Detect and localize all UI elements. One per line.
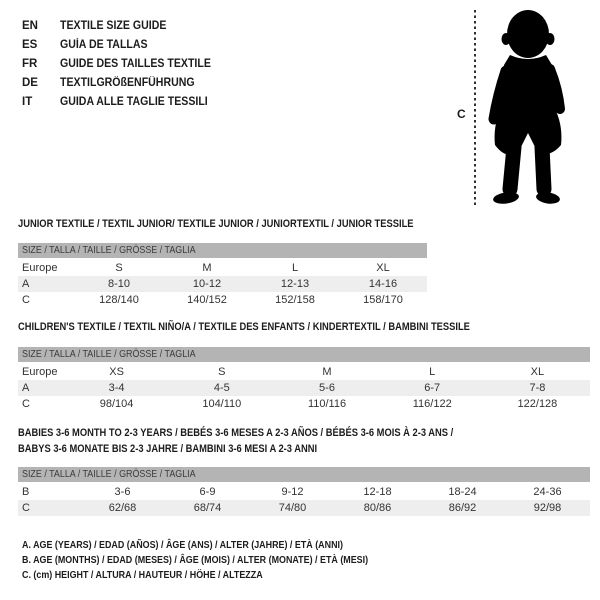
table-cell: 68/74	[193, 502, 222, 514]
table-cell: 80/86	[363, 502, 392, 514]
legend-line-b: B. AGE (MONTHS) / EDAD (MESES) / ÂGE (MOIS) / ALTER (MONATE) / ETÀ (MESI)	[22, 554, 369, 566]
table-cell: 128/140	[99, 294, 139, 306]
table-cell: 98/104	[99, 398, 134, 410]
table-row	[18, 380, 590, 396]
table-cell: 6-7	[424, 382, 441, 394]
table-cell: 86/92	[448, 502, 477, 514]
size-header-bar	[18, 243, 427, 258]
height-measure-label: C	[457, 107, 466, 121]
babies-table-title: BABIES 3-6 MONTH TO 2-3 YEARS / BEBÉS 3-6 MESES A 2-3 AÑOS / BÉBÉS 3-6 MOIS À 2-3 ANS / BABYS 3-6 MONATE BIS 2-3 JAHRE / BAMBINI 3-6 MESI A 2-3 ANNI	[18, 427, 454, 455]
language-code: EN	[22, 19, 38, 32]
table-cell: 12-13	[280, 278, 310, 290]
table-cell: 5-6	[319, 382, 335, 394]
table-cell: 92/98	[533, 502, 562, 514]
row-label: C	[22, 398, 30, 410]
table-cell: 8-10	[107, 278, 131, 290]
children-size-table	[18, 347, 590, 412]
language-row-en	[22, 16, 224, 35]
legend-line-c: C. (cm) HEIGHT / ALTURA / HAUTEUR / HÖHE / ALTEZZA	[22, 569, 263, 581]
size-header-text: SIZE / TALLA / TAILLE / GRÖSSE / TAGLIA	[22, 348, 196, 360]
junior-size-table	[18, 243, 427, 308]
table-row	[18, 364, 590, 380]
size-header-text: SIZE / TALLA / TAILLE / GRÖSSE / TAGLIA	[22, 244, 196, 256]
language-row-es	[22, 35, 224, 54]
table-cell: 3-4	[108, 382, 125, 394]
height-measure-dotted-line	[474, 10, 476, 207]
table-row	[18, 396, 590, 412]
language-row-de	[22, 73, 224, 92]
size-header-bar	[18, 347, 590, 362]
table-cell: 140/152	[187, 294, 227, 306]
table-row	[18, 500, 590, 516]
table-cell: 18-24	[448, 486, 477, 498]
table-cell: 62/68	[108, 502, 137, 514]
table-cell: 116/122	[412, 398, 452, 410]
language-code: ES	[22, 38, 38, 51]
table-row	[18, 292, 427, 308]
language-title: GUIDA ALLE TAGLIE TESSILI	[60, 95, 208, 108]
table-cell: L	[429, 366, 436, 378]
table-row	[18, 484, 590, 500]
table-cell: 122/128	[517, 398, 558, 410]
language-code: DE	[22, 76, 38, 89]
row-label: Europe	[22, 366, 58, 378]
table-cell: L	[291, 262, 299, 274]
table-cell: 152/158	[275, 294, 315, 306]
table-cell: 110/116	[307, 398, 347, 410]
table-row	[18, 260, 427, 276]
size-header-text: SIZE / TALLA / TAILLE / GRÖSSE / TAGLIA	[22, 468, 196, 480]
table-cell: M	[322, 366, 332, 378]
row-label: Europe	[22, 262, 58, 274]
legend	[22, 538, 429, 583]
table-cell: XS	[109, 366, 124, 378]
table-cell: 104/110	[202, 398, 242, 410]
row-label: C	[22, 502, 30, 514]
row-label: B	[22, 486, 30, 498]
language-code: FR	[22, 57, 38, 70]
table-cell: 4-5	[213, 382, 230, 394]
table-cell: 24-36	[533, 486, 562, 498]
language-list	[22, 16, 224, 111]
language-title: GUIDE DES TAILLES TEXTILE	[60, 57, 211, 70]
language-row-it	[22, 92, 224, 111]
table-cell: 7-8	[529, 382, 546, 394]
table-cell: 74/80	[278, 502, 307, 514]
table-cell: M	[202, 262, 212, 274]
table-cell: S	[115, 262, 123, 274]
table-cell: 158/170	[363, 294, 403, 306]
table-cell: 10-12	[192, 278, 222, 290]
children-table-title: CHILDREN'S TEXTILE / TEXTIL NIÑO/A / TEXTILE DES ENFANTS / KINDERTEXTIL / BAMBINI TESSILE	[18, 321, 470, 333]
size-header-bar	[18, 467, 590, 482]
legend-line-a: A. AGE (YEARS) / EDAD (AÑOS) / ÂGE (ANS) / ALTER (JAHRE) / ETÀ (ANNI)	[22, 539, 343, 551]
table-row	[18, 276, 427, 292]
junior-table-title: JUNIOR TEXTILE / TEXTIL JUNIOR/ TEXTILE JUNIOR / JUNIORTEXTIL / JUNIOR TESSILE	[18, 218, 414, 230]
language-code: IT	[22, 95, 33, 108]
row-label: A	[22, 278, 30, 290]
table-cell: 9-12	[281, 486, 304, 498]
table-cell: S	[218, 366, 226, 378]
row-label: C	[22, 294, 30, 306]
table-cell: 6-9	[199, 486, 216, 498]
table-cell: XL	[376, 262, 390, 274]
table-cell: 3-6	[114, 486, 131, 498]
language-title: TEXTILE SIZE GUIDE	[60, 19, 167, 32]
row-label: A	[22, 382, 30, 394]
language-title: TEXTILGRÖßENFÜHRUNG	[60, 76, 195, 89]
toddler-silhouette-icon	[486, 9, 568, 207]
language-row-fr	[22, 54, 224, 73]
table-cell: 14-16	[368, 278, 398, 290]
table-cell: 12-18	[363, 486, 392, 498]
language-title: GUÍA DE TALLAS	[60, 38, 148, 51]
table-cell: XL	[530, 366, 545, 378]
babies-size-table	[18, 467, 590, 516]
